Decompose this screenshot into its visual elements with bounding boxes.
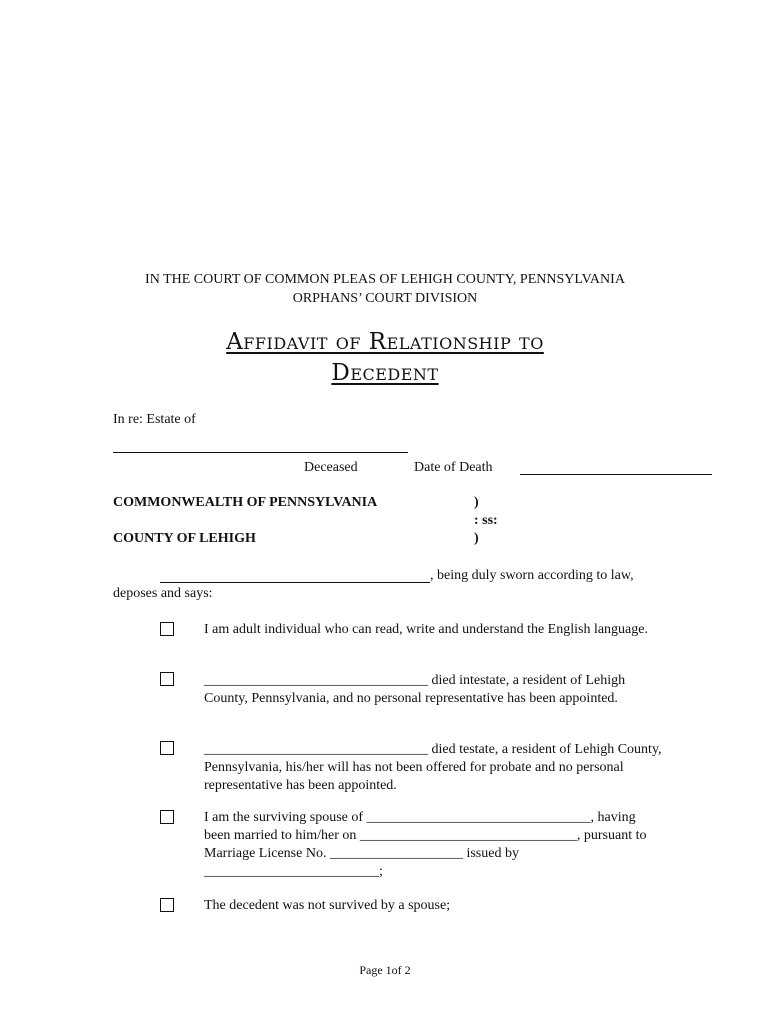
statement-text-5: The decedent was not survived by a spouse; [204, 898, 451, 913]
statement-checkbox-5[interactable] [160, 898, 174, 912]
venue-paren-bottom: ) [474, 531, 479, 546]
statement-text-4: I am the surviving spouse of ________________________________, having been married to him/her on _______________________________, pursuant to Marriage License No. ___________________ issued by _________________________; [204, 810, 647, 879]
statement-checkbox-2[interactable] [160, 672, 174, 686]
statement-checkbox-1[interactable] [160, 622, 174, 636]
statement-text-2: ________________________________ died intestate, a resident of Lehigh County, Pennsylvania, and no personal representative has been appointed. [204, 673, 626, 706]
ss-label: : ss: [474, 513, 498, 528]
date-of-death-line[interactable] [520, 474, 712, 475]
court-name: IN THE COURT OF COMMON PLEAS OF LEHIGH COUNTY, PENNSYLVANIA [145, 272, 625, 287]
document-title-line2: Decedent [331, 360, 439, 386]
in-re-label: In re: Estate of [113, 412, 196, 427]
commonwealth-label: COMMONWEALTH OF PENNSYLVANIA [113, 495, 378, 510]
statement-text-3: ________________________________ died testate, a resident of Lehigh County, Pennsylvania, his/her will has not been offered for probate and no personal representative has been appointed. [204, 742, 662, 793]
deposes-text: deposes and says: [113, 586, 213, 601]
affiant-name-line[interactable] [160, 582, 430, 583]
county-label: COUNTY OF LEHIGH [113, 531, 256, 546]
page-number: Page 1of 2 [359, 963, 411, 977]
document-title-line1: Affidavit of Relationship to [226, 329, 544, 355]
sworn-text: , being duly sworn according to law, [430, 568, 634, 583]
statement-checkbox-4[interactable] [160, 810, 174, 824]
deceased-label: Deceased [304, 460, 358, 475]
statement-text-1: I am adult individual who can read, write and understand the English language. [204, 622, 648, 637]
court-division: ORPHANS’ COURT DIVISION [292, 291, 478, 306]
statement-checkbox-3[interactable] [160, 741, 174, 755]
venue-paren-top: ) [474, 495, 479, 510]
estate-name-line[interactable] [113, 452, 408, 453]
date-of-death-label: Date of Death [414, 460, 493, 475]
